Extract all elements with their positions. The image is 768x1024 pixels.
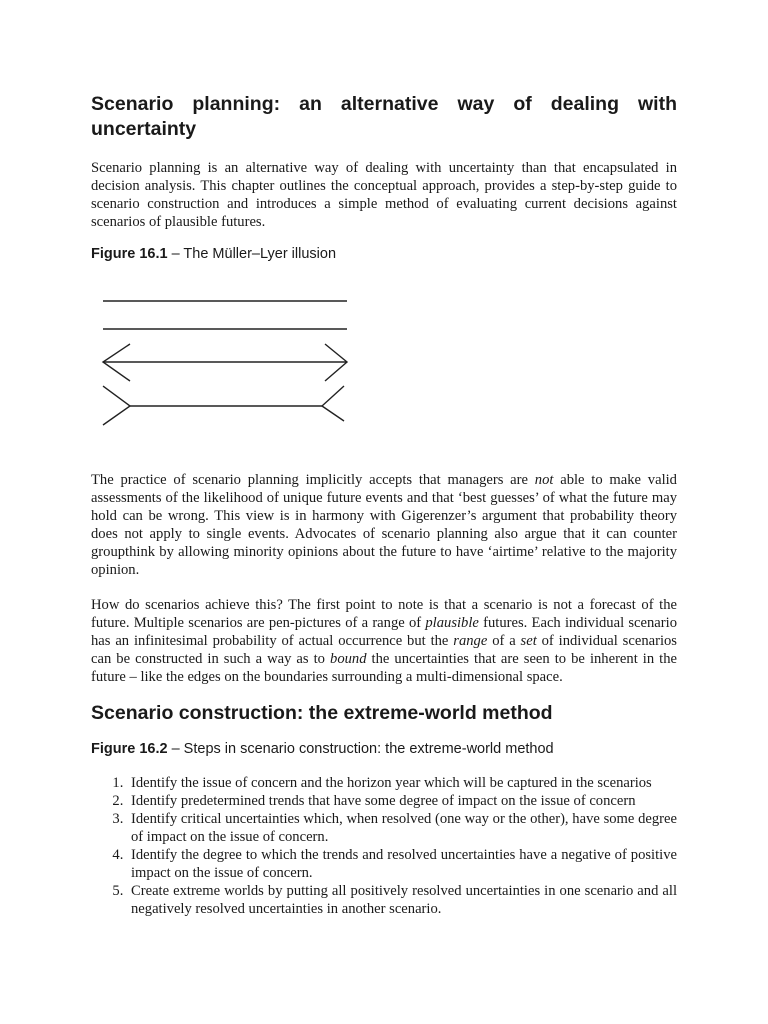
page-title: Scenario planning: an alternative way of dealing with uncertainty <box>91 93 677 140</box>
arrow-line-outward <box>103 344 347 381</box>
figure-16-2-caption <box>91 740 677 758</box>
figure-caption-text: – Steps in scenario construction: the extreme-world method <box>167 741 554 757</box>
figure-label: Figure 16.1 <box>91 246 168 262</box>
list-item: 1. Identify the issue of concern and the horizon year which will be captured in the scenarios <box>127 774 677 792</box>
figure-label: Figure 16.2 <box>91 741 168 757</box>
intro-paragraph: Scenario planning is an alternative way of dealing with uncertainty than that encapsulated in decision analysis. This chapter outlines the conceptual approach, provides a step-by-step guide to scenario construction and introduces a simple method of evaluating current decisions against scenarios of plausible futures. <box>91 160 677 230</box>
document-page <box>91 92 677 918</box>
paragraph-practice: The practice of scenario planning implicitly accepts that managers are not able to make valid assessments of the likelihood of unique future events and that ‘best guesses’ of what the future may hold can be wrong. This view is in harmony with Gigerenzer’s argument that probability theory does not apply to single events. Advocates of scenario planning also argue that it can counter groupthink by allowing minority opinions about the future to have ‘airtime’ relative to the majority opinion. <box>91 472 677 578</box>
list-item: 5. Create extreme worlds by putting all positively resolved uncertainties in one scenario and all negatively resolved uncertainties in another scenario. <box>127 882 677 918</box>
paragraph-how-scenarios: How do scenarios achieve this? The first point to note is that a scenario is not a forecast of the future. Multiple scenarios are pen-pictures of a range of plausible futures. Each individual scenario has an infinitesimal probability of actual occurrence but the range of a set of individual scenarios can be constructed in such a way as to bound the uncertainties that are seen to be inherent in the future – like the edges on the boundaries surrounding a multi-dimensional space. <box>91 597 678 685</box>
section-heading: Scenario construction: the extreme-world method <box>91 702 553 724</box>
list-item: 4. Identify the degree to which the trends and resolved uncertainties have a negative of positive impact on the issue of concern. <box>127 846 677 882</box>
arrow-line-inward <box>103 386 344 425</box>
muller-lyer-illusion-figure <box>89 283 389 483</box>
list-item: 3. Identify critical uncertainties which, when resolved (one way or the other), have some degree of impact on the issue of concern. <box>127 810 677 846</box>
figure-caption-text: – The Müller–Lyer illusion <box>167 246 337 262</box>
steps-list <box>91 774 677 918</box>
list-item: 2. Identify predetermined trends that have some degree of impact on the issue of concern <box>127 792 677 810</box>
figure-16-1-caption <box>91 245 677 263</box>
